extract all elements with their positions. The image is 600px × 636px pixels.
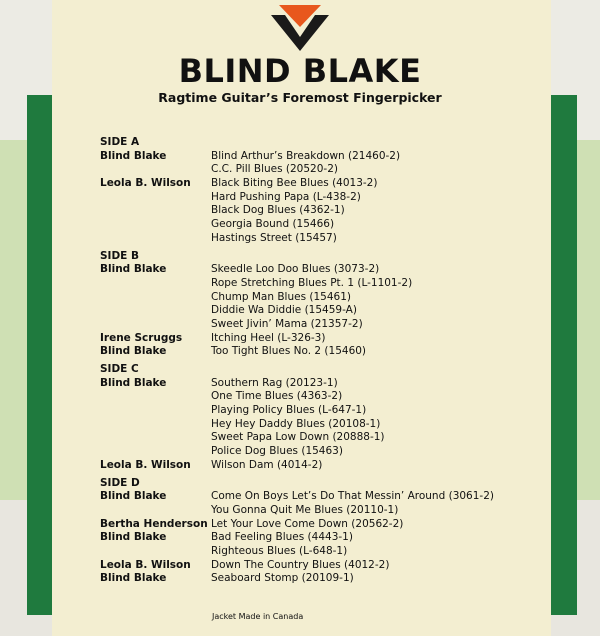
track-row: [100, 163, 560, 177]
track-title: Itching Heel (L-326-3): [211, 331, 326, 344]
artist-name: Blind Blake: [100, 263, 167, 276]
track-row: [100, 377, 560, 391]
track-row: [100, 263, 560, 277]
track-title: Chump Man Blues (15461): [211, 290, 351, 303]
artist-name: [100, 431, 211, 445]
artist-name: [100, 204, 211, 218]
track-row: [100, 345, 560, 359]
artist-name: [100, 218, 211, 232]
artist-name: Blind Blake: [100, 490, 167, 503]
track-row: [100, 545, 560, 559]
track-row: [100, 204, 560, 218]
artist-name: Blind Blake: [100, 149, 167, 162]
track-row: [100, 150, 560, 164]
artist-name: [100, 163, 211, 177]
artist-name: [100, 545, 211, 559]
artist-name: Leola B. Wilson: [100, 177, 191, 190]
artist-name: [100, 404, 211, 418]
track-title: Come On Boys Let’s Do That Messin’ Around (3061-2): [211, 490, 494, 503]
track-row: [100, 418, 560, 432]
track-list: [100, 136, 560, 586]
track-title: Sweet Papa Low Down (20888-1): [211, 431, 385, 444]
artist-name: Bertha Henderson: [100, 517, 208, 530]
track-row: [100, 572, 560, 586]
track-row: [100, 504, 560, 518]
track-title: One Time Blues (4363-2): [211, 390, 343, 403]
track-row: [100, 218, 560, 232]
artist-name: Leola B. Wilson: [100, 558, 191, 571]
artist-name: Blind Blake: [100, 345, 167, 358]
track-row: [100, 318, 560, 332]
artist-name: [100, 277, 211, 291]
track-row: [100, 277, 560, 291]
side-heading: SIDE D: [100, 476, 140, 489]
track-row: [100, 559, 560, 573]
track-title: Seaboard Stomp (20109-1): [211, 572, 354, 585]
track-title: Sweet Jivin’ Mama (21357-2): [211, 317, 363, 330]
track-row: [100, 332, 560, 346]
track-title: Hey Hey Daddy Blues (20108-1): [211, 417, 381, 430]
track-title: Hard Pushing Papa (L-438-2): [211, 190, 361, 203]
track-title: Bad Feeling Blues (4443-1): [211, 531, 353, 544]
track-title: Let Your Love Come Down (20562-2): [211, 517, 404, 530]
artist-name: Leola B. Wilson: [100, 458, 191, 471]
left-green-stripe: [27, 95, 53, 615]
track-row: [100, 404, 560, 418]
track-title: C.C. Pill Blues (20520-2): [211, 163, 338, 176]
track-title: Righteous Blues (L-648-1): [211, 544, 348, 557]
track-row: [100, 490, 560, 504]
track-title: Down The Country Blues (4012-2): [211, 558, 390, 571]
artist-name: [100, 291, 211, 305]
track-title: Police Dog Blues (15463): [211, 445, 343, 458]
artist-name: [100, 191, 211, 205]
track-row: [100, 518, 560, 532]
side-heading: SIDE C: [100, 363, 139, 375]
side-heading: SIDE B: [100, 249, 140, 262]
album-subtitle: Ragtime Guitar’s Foremost Fingerpicker: [158, 90, 442, 105]
artist-name: Blind Blake: [100, 376, 167, 389]
footer-note: Jacket Made in Canada: [212, 612, 304, 621]
track-title: Playing Policy Blues (L-647-1): [211, 404, 367, 417]
track-row: [100, 445, 560, 459]
track-row: [100, 390, 560, 404]
artist-name: [100, 504, 211, 518]
track-row: [100, 177, 560, 191]
track-row: [100, 531, 560, 545]
track-row: [100, 291, 560, 305]
track-title: Black Biting Bee Blues (4013-2): [211, 177, 378, 190]
track-row: [100, 232, 560, 246]
track-title: Blind Arthur’s Breakdown (21460-2): [211, 149, 401, 162]
track-row: [100, 191, 560, 205]
artist-name: [100, 445, 211, 459]
track-title: Rope Stretching Blues Pt. 1 (L-1101-2): [211, 276, 413, 289]
track-title: Too Tight Blues No. 2 (15460): [211, 345, 367, 358]
track-title: Black Dog Blues (4362-1): [211, 204, 345, 217]
track-row: [100, 459, 560, 473]
track-title: Southern Rag (20123-1): [211, 376, 338, 389]
track-title: Wilson Dam (4014-2): [211, 458, 323, 471]
artist-name: [100, 318, 211, 332]
track-title: You Gonna Quit Me Blues (20110-1): [211, 503, 399, 516]
track-title: Diddie Wa Diddie (15459-A): [211, 304, 357, 317]
artist-name: [100, 390, 211, 404]
label-logo-icon: [271, 5, 329, 51]
track-title: Georgia Bound (15466): [211, 218, 335, 231]
track-row: [100, 431, 560, 445]
side-heading: SIDE A: [100, 136, 140, 148]
artist-name: [100, 304, 211, 318]
artist-name: Irene Scruggs: [100, 331, 183, 344]
album-title: BLIND BLAKE: [178, 52, 422, 90]
artist-name: [100, 232, 211, 246]
track-title: Hastings Street (15457): [211, 231, 337, 244]
track-row: [100, 304, 560, 318]
artist-name: Blind Blake: [100, 572, 167, 585]
artist-name: Blind Blake: [100, 531, 167, 544]
artist-name: [100, 418, 211, 432]
track-title: Skeedle Loo Doo Blues (3073-2): [211, 263, 380, 276]
